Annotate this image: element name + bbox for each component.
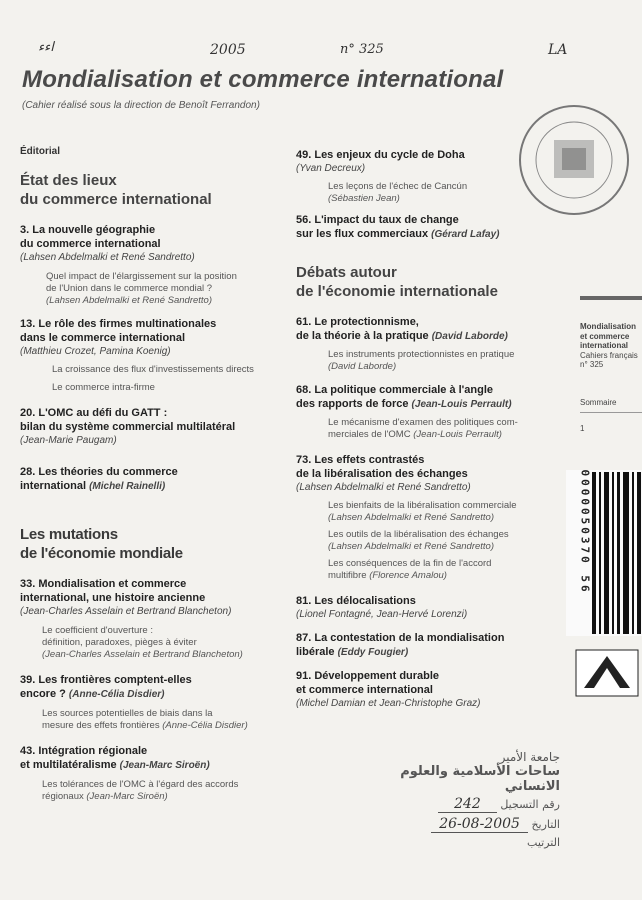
toc-entry-61[interactable]: 61. Le protectionnisme, de la théorie à la pratique (David Laborde) Les instruments protectionnistes en pratique (David Laborde) — [296, 315, 576, 373]
sub-entry: Les leçons de l'échec de Cancún (Sébastien Jean) — [328, 181, 468, 204]
toc-entry-87[interactable]: 87. La contestation de la mondialisation libérale (Eddy Fougier) — [296, 632, 505, 658]
editorial-link[interactable]: Éditorial — [20, 146, 61, 157]
toc-entry-56[interactable]: 56. L'impact du taux de change sur les flux commerciaux (Gérard Lafay) — [296, 214, 500, 240]
section-title-1: État des lieux du commerce international — [20, 172, 212, 208]
sidebar-issue-info: Mondialisation et commerce international Cahiers français n° 325 — [580, 322, 638, 369]
publisher-logo — [574, 648, 640, 698]
toc-entry-73[interactable]: 73. Les effets contrastés de la libéralisation des échanges (Lahsen Abdelmalki et René Sandretto) Les bienfaits de la libéralisation commerciale (Lahsen Abdelmalki et René Sandretto) Les outils de la libéralisation des échanges (Lahsen Abdelmalki et René Sandretto) Les conséquences de la fin de l'accord multifibre (Florence Amalou) — [296, 453, 576, 582]
sidebar-divider — [580, 412, 642, 413]
page-title: Mondialisation et commerce international — [22, 66, 504, 93]
page-number: 1 — [580, 424, 585, 433]
toc-entry-3[interactable]: 3. La nouvelle géographie du commerce international (Lahsen Abdelmalki et René Sandretto) Quel impact de l'élargissement sur la position de l'Union dans le commerce mondial ? (Lahsen Abdelmalki et René Sandretto) — [20, 223, 282, 307]
sub-entry: Les tolérances de l'OMC à l'égard des accords régionaux (Jean-Marc Siroën) — [42, 779, 239, 802]
sub-entry: Quel impact de l'élargissement sur la position de l'Union dans le commerce mondial ? (Lahsen Abdelmalki et René Sandretto) — [46, 271, 237, 306]
sub-entry: Les bienfaits de la libéralisation commerciale (Lahsen Abdelmalki et René Sandretto) — [328, 500, 517, 523]
sub-entry: Les outils de la libéralisation des échanges (Lahsen Abdelmalki et René Sandretto) — [328, 529, 509, 552]
sub-entry: Les instruments protectionnistes en pratique (David Laborde) — [328, 349, 515, 372]
right-column — [296, 148, 576, 710]
sub-entry: La croissance des flux d'investissements directs — [52, 364, 254, 375]
toc-entry-68[interactable]: 68. La politique commerciale à l'angle des rapports de force (Jean-Louis Perrault) Le mécanisme d'examen des politiques com- merciales de l'OMC (Jean-Louis Perrault) — [296, 383, 576, 441]
barcode — [566, 470, 642, 636]
sub-entry: Les conséquences de la fin de l'accord multifibre (Florence Amalou) — [328, 558, 492, 581]
handwritten-year: 2005 — [210, 42, 246, 58]
sub-entry: Le mécanisme d'examen des politiques com- merciales de l'OMC (Jean-Louis Perrault) — [328, 417, 518, 440]
toc-entry-81[interactable]: 81. Les délocalisations (Lionel Fontagné, Jean-Hervé Lorenzi) — [296, 595, 468, 620]
toc-entry-43[interactable]: 43. Intégration régionale et multilatéralisme (Jean-Marc Siroën) Les tolérances de l'OMC à l'égard des accords régionaux (Jean-Marc Siroën) — [20, 744, 282, 803]
handwritten-note-right: LA — [548, 42, 568, 58]
handwritten-note-left: اءء — [38, 40, 54, 55]
left-column — [20, 146, 282, 803]
registration-stamp: جامعة الأمير ساحات الأسلامية والعلوم الانساني 242 رقم التسجيل 26-08-2005 التاريخ الترتيب — [400, 750, 560, 849]
barcode-number: 0000050370 56 — [578, 469, 592, 595]
toc-entry-91[interactable]: 91. Développement durable et commerce international (Michel Damian et Jean-Christophe Graz) — [296, 670, 481, 709]
toc-entry-49[interactable]: 49. Les enjeux du cycle de Doha (Yvan Decreux) Les leçons de l'échec de Cancún (Sébastien Jean) — [296, 148, 576, 205]
sidebar-sommaire: Sommaire — [580, 398, 617, 407]
toc-entry-28[interactable]: 28. Les théories du commerce international (Michel Rainelli) — [20, 466, 178, 492]
sub-entry: Les sources potentielles de biais dans la mesure des effets frontières (Anne-Célia Disdier) — [42, 708, 248, 731]
sidebar-rule — [580, 296, 642, 300]
sub-entry: Le coefficient d'ouverture : définition, paradoxes, pièges à éviter (Jean-Charles Asselain et Bertrand Blancheton) — [42, 625, 243, 660]
section-title-2: Les mutations de l'économie mondiale — [20, 526, 183, 562]
section-title-3: Débats autour de l'économie internationale — [296, 264, 498, 300]
toc-entry-13[interactable]: 13. Le rôle des firmes multinationales dans le commerce international (Matthieu Crozet, Pamina Koenig) La croissance des flux d'investissements directs Le commerce intra-firme — [20, 317, 282, 394]
sub-entry: Le commerce intra-firme — [52, 382, 155, 393]
page-subtitle: (Cahier réalisé sous la direction de Benoît Ferrandon) — [22, 100, 260, 111]
toc-entry-39[interactable]: 39. Les frontières comptent-elles encore ? (Anne-Célia Disdier) Les sources potentielles de biais dans la mesure des effets frontières (Anne-Célia Disdier) — [20, 673, 282, 732]
toc-entry-33[interactable]: 33. Mondialisation et commerce international, une histoire ancienne (Jean-Charles Asselain et Bertrand Blancheton) Le coefficient d'ouverture : définition, paradoxes, pièges à éviter (Jean-Charles Asselain et Bertrand Blancheton) — [20, 577, 282, 661]
handwritten-number: n° 325 — [340, 42, 384, 57]
toc-entry-20[interactable]: 20. L'OMC au défi du GATT : bilan du système commercial multilatéral (Jean-Marie Paugam) — [20, 407, 236, 446]
barcode-bars — [592, 472, 642, 634]
